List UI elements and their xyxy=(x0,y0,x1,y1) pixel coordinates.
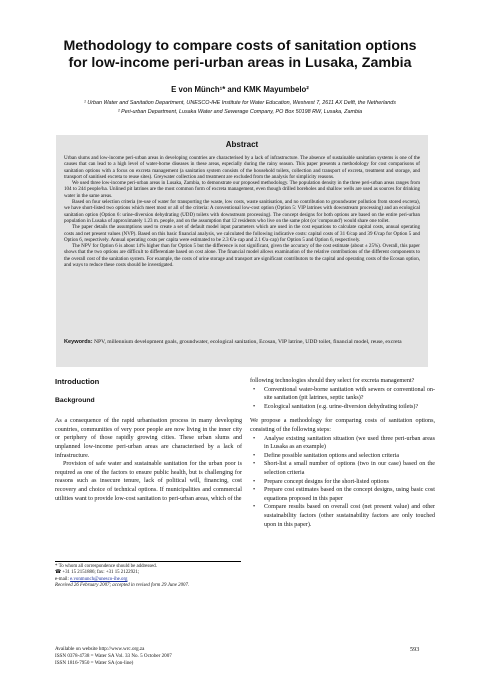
question-list xyxy=(250,386,435,412)
list-item: • Conventional water-borne sanitation with sewers or conventional on-site sanitation (pit latrines, septic tanks)? xyxy=(250,386,435,403)
footnote-rule xyxy=(55,561,241,562)
list-item: • Ecological sanitation (e.g. urine-diversion dehydrating toilets)? xyxy=(250,403,435,412)
received-date: Received 26 February 2007; accepted in revised form 29 June 2007. xyxy=(55,583,190,589)
steps-list xyxy=(250,435,435,530)
abstract-body xyxy=(64,155,420,268)
footnote-phone: ☎ +31 15 2151886; fax: +31 15 2122921; xyxy=(55,570,140,576)
abstract-box xyxy=(56,135,428,367)
abstract-heading: Abstract xyxy=(225,140,259,149)
email-link[interactable]: e.vonmunch@unesco-ihe.org xyxy=(70,576,128,582)
title-line-2: for low-income peri-urban areas in Lusaka, Zambia xyxy=(68,55,412,71)
abstract-paragraph: The NPV for Option 6 is about 14% higher than for Option 5 but the difference is not significant, given the accuracy of the cost estimate (about ± 25%). Overall, this paper shows that the two options are difficult to differentiate based on cost alone. The financial model allows examination of the relative contributions of the different components to the overall cost of the sanitation system. For example, the costs of urine storage and transport are significant contributors to the capital and operating costs of the Ecosan option, and ways to reduce these costs should be investigated. xyxy=(64,243,420,269)
abstract-paragraph: We used three low-income peri-urban areas in Lusaka, Zambia, to demonstrate our proposed methodology. The population density in the three peri-urban areas ranges from 104 to 244 people/ha. Unlined pit latrines are the most common form of excreta management, even though drilled boreholes and shallow wells are used as sources for drinking water in the same areas. xyxy=(64,180,420,199)
list-item: • Prepare cost estimates based on the concept designs, using basic cost equations proposed in this paper xyxy=(250,486,435,503)
author-line: E von Münch¹* and KMK Mayumbelo² xyxy=(171,85,309,94)
left-column xyxy=(55,378,242,503)
correspondence-footnote xyxy=(55,561,245,590)
right-paragraph-1: following technologies should they select for excreta management? xyxy=(250,378,415,384)
affiliation-2: ² Peri-urban Department, Lusaka Water and Sewerage Company, PO Box 50198 RW, Lusaka, Zambia xyxy=(117,109,363,115)
footer-website: Available on website http://www.wrc.org.za xyxy=(55,646,145,652)
intro-paragraph-1: As a consequence of the rapid urbanisation process in many developing countries, communities of very poor people are now living in the inner city or periphery of those rapidly growing cities. These urban slums and unplanned low-income peri-urban areas are characterised by a lack of infrastructure. xyxy=(55,418,242,459)
right-paragraph-2: We propose a methodology for comparing costs of sanitation options, consisting of the following steps: xyxy=(250,418,435,433)
list-item: • Analyse existing sanitation situation (we used three peri-urban areas in Lusaka as an example) xyxy=(250,435,435,452)
abstract-paragraph: Urban slums and low-income peri-urban areas in developing countries are characterised by a lack of infrastructure. The absence of sustainable sanitation systems is one of the causes that can lead to a high level of water-borne diseases in these areas, especially during the rainy season. This paper presents a methodology for cost comparisons of sanitation options with a focus on excreta management (a sanitation system consists of the household toilets, collection and transport of excreta, treatment and storage, and transport of sanitised excreta to reuse sites). Greywater collection and treatment are excluded from the analysis for simplicity reasons. xyxy=(64,155,420,180)
list-item: • Prepare concept designs for the short-listed options xyxy=(250,478,435,487)
footer-issn-online: ISSN 1816-7950 = Water SA (on-line) xyxy=(55,659,134,666)
paper-title xyxy=(40,38,440,72)
list-item: • Define possible sanitation options and selection criteria xyxy=(250,452,435,461)
background-subheading: Background xyxy=(55,396,95,404)
page-number: 593 xyxy=(410,646,420,653)
title-line-1: Methodology to compare costs of sanitation options xyxy=(63,38,417,54)
footnote-correspondence: * To whom all correspondence should be addressed. xyxy=(55,564,157,569)
abstract-paragraph: The paper details the assumptions used to create a set of default model input parameters which are used in the cost equations to calculate capital costs, annual operating costs and net present values (NVP). Based on this basic financial analysis, we calculated the following indicative costs: capital costs of 31 €/cap and 39 €/cap for Option 5 and Option 6, respectively. Annual operating costs per capita were estimated to be 2.3 €/a·cap and 2.1 €/a·cap) for Option 5 and Option 6, respectively. xyxy=(64,224,420,243)
list-item: • Compare results based on overall cost (net present value) and other sustainability factors (other sustainability factors are only touched upon in this paper). xyxy=(250,503,435,529)
keywords-label: Keywords: xyxy=(64,339,93,345)
keywords-line xyxy=(64,339,420,347)
introduction-heading: Introduction xyxy=(55,377,100,386)
abstract-paragraph: Based on four selection criteria (re-use of water for transporting the waste, low costs, waste sanitisation, and no contribution to groundwater pollution from stored excreta), we have short-listed two options which meet most or all of the criteria: A conventional low-cost option (Option 5: VIP latrines with downstream processing) and an ecological sanitation option (Option 6: urine-diversion dehydrating (UDD) toilets with downstream processing). The concept designs for both options are based on the entire peri-urban population in Lusaka of approximately 1.23 m. people, and on the assumption that 12 residents who live on the same plot (or 'compound') would share one toilet. xyxy=(64,199,420,224)
keywords-text: NPV, millennium development goals, groundwater, ecological sanitation, Ecosan, VIP latrine, UDD toilet, financial model, reuse, excreta xyxy=(94,339,402,345)
right-column xyxy=(250,377,435,529)
list-item: • Short-list a small number of options (two in our case) based on the selection criteria xyxy=(250,460,435,477)
page-footer xyxy=(55,646,172,666)
intro-paragraph-2: Provision of safe water and sustainable sanitation for the urban poor is required as one of the factors to ensure public health, but is challenging for reasons such as insecure tenure, lack of political will, financing, cost recovery and choice of technical options. If municipalities and commercial utilities want to provide low-cost sanitation to peri-urban areas, which of the xyxy=(55,461,242,502)
footer-issn-print: ISSN 0378-4738 = Water SA Vol. 33 No. 5 October 2007 xyxy=(55,652,172,659)
email-label: e-mail: xyxy=(55,576,71,582)
affiliation-1: ¹ Urban Water and Sanitation Department, UNESCO-IHE Institute for Water Education, Westvest 7, 2611 AX Delft, the Netherlands xyxy=(84,100,396,106)
